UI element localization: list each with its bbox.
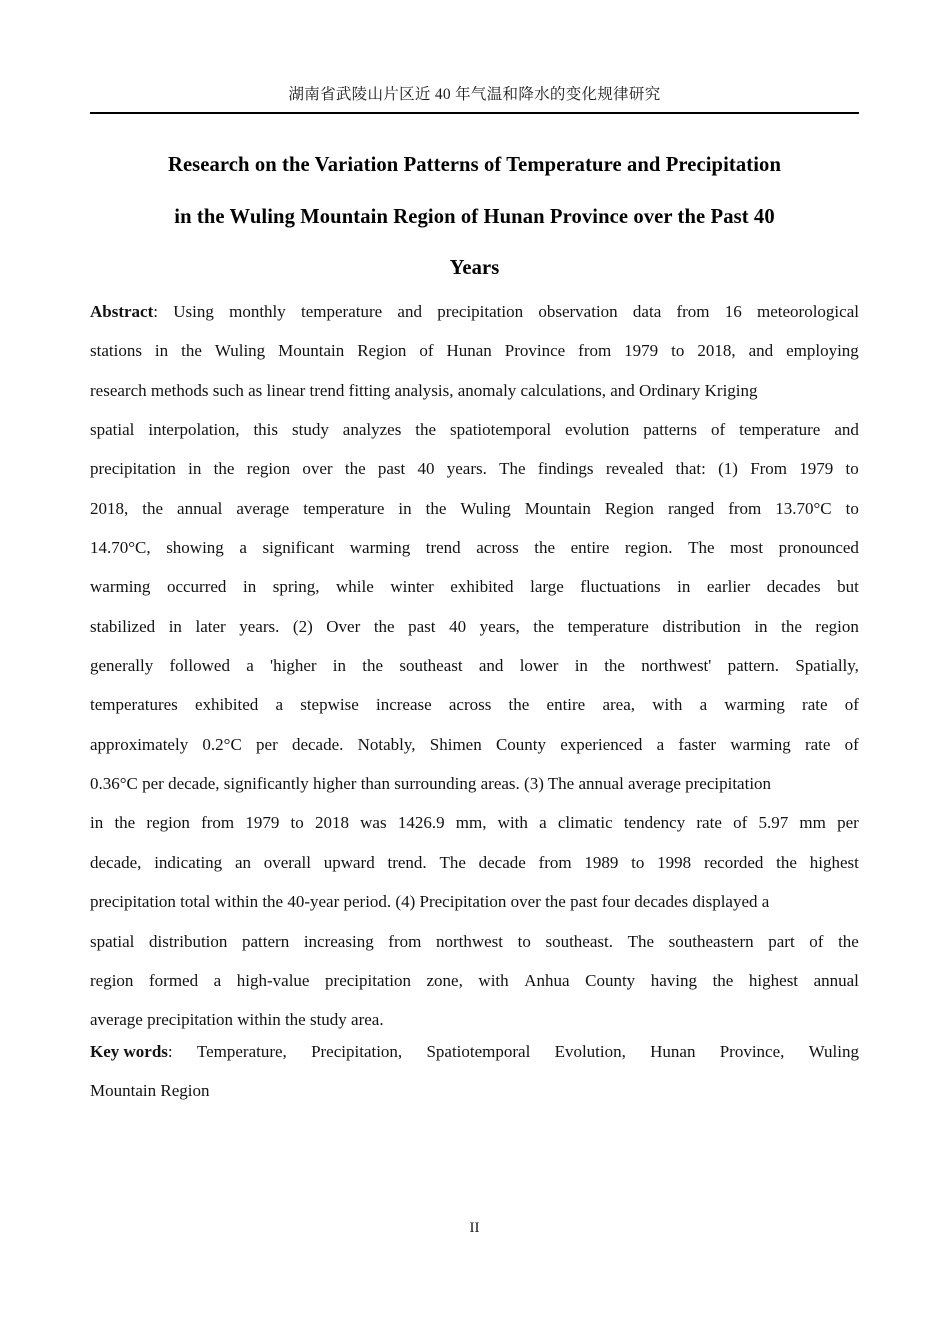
- running-head: 湖南省武陵山片区近 40 年气温和降水的变化规律研究: [288, 86, 661, 103]
- abstract-word: temperature: [739, 420, 821, 440]
- abstract-word: rate: [696, 813, 722, 833]
- abstract-word: Notably,: [357, 734, 416, 754]
- abstract-word: Using: [173, 302, 214, 321]
- abstract-word: lower: [519, 656, 559, 676]
- abstract-word: trend.: [387, 852, 427, 872]
- abstract-word: formed: [149, 970, 199, 990]
- abstract-word: over: [302, 459, 333, 479]
- abstract-word: monthly: [229, 302, 286, 321]
- abstract-word: decade: [478, 852, 526, 872]
- abstract-line: [90, 410, 859, 449]
- abstract-word: to: [845, 459, 859, 479]
- abstract-word: The: [499, 459, 526, 479]
- abstract-label-separator: :: [153, 302, 158, 321]
- abstract-word: this: [253, 420, 279, 440]
- abstract-word: evolution: [565, 420, 630, 440]
- abstract-word: earlier: [706, 577, 751, 597]
- abstract-word: the: [533, 616, 555, 636]
- abstract-line: [90, 922, 859, 961]
- abstract-word: southeast.: [545, 931, 613, 951]
- abstract-word: across: [476, 538, 519, 558]
- abstract-word: Shimen: [429, 734, 482, 754]
- keyword-item: Wuling: [808, 1042, 859, 1061]
- abstract-word: County: [585, 970, 636, 990]
- abstract-line: [90, 607, 859, 646]
- abstract-word: temperature: [303, 498, 385, 518]
- abstract-word: 40: [417, 459, 435, 479]
- abstract-word: in: [242, 577, 257, 597]
- keyword-item: Temperature,: [196, 1042, 287, 1061]
- abstract-word: a: [699, 695, 708, 715]
- abstract-word: Region: [357, 341, 407, 361]
- abstract-word: occurred: [166, 577, 227, 597]
- abstract-word: distribution: [149, 931, 228, 951]
- abstract-word: the: [142, 498, 164, 518]
- abstract-word: spring,: [272, 577, 320, 597]
- abstract-word: warming: [724, 695, 785, 715]
- abstract-word: spatiotemporal: [450, 420, 552, 440]
- abstract-word: precipitation: [325, 970, 411, 990]
- abstract-word: indicating: [154, 852, 223, 872]
- abstract-word: warming: [349, 538, 411, 558]
- abstract-word: The: [439, 852, 466, 872]
- abstract-word: From: [750, 459, 788, 479]
- abstract-word: distribution: [662, 616, 741, 636]
- abstract-word: 1979: [799, 459, 834, 479]
- abstract-word: but: [837, 577, 859, 597]
- abstract-line: 0.36°C per decade, significantly higher than surrounding areas. (3) The annual average precipitation: [90, 774, 772, 794]
- abstract-word: entire: [546, 695, 586, 715]
- abstract-word: of: [419, 341, 434, 361]
- abstract-word: showing: [166, 538, 224, 558]
- abstract-word: the: [712, 970, 734, 990]
- abstract-line: [90, 567, 859, 606]
- abstract-word: approximately: [90, 734, 189, 754]
- abstract-word: highest: [809, 852, 859, 872]
- abstract-word: experienced: [560, 734, 643, 754]
- abstract-word: in: [188, 459, 202, 479]
- abstract-word: the: [508, 695, 530, 715]
- abstract-word: and: [397, 302, 422, 321]
- abstract-word: entire: [570, 538, 610, 558]
- abstract-word: in: [332, 656, 347, 676]
- abstract-word: years.: [239, 616, 280, 636]
- abstract-word: and: [834, 420, 859, 440]
- abstract-word: (1): [718, 459, 738, 479]
- abstract-word: of: [809, 931, 824, 951]
- abstract-word: Province: [504, 341, 566, 361]
- abstract-line: average precipitation within the study area.: [90, 1010, 384, 1030]
- abstract-word: patterns: [643, 420, 698, 440]
- abstract-word: the: [415, 420, 437, 440]
- abstract-word: in: [154, 341, 169, 361]
- abstract-word: having: [650, 970, 698, 990]
- abstract-word: overall: [263, 852, 311, 872]
- abstract-word: past: [377, 459, 406, 479]
- abstract-word: exhibited: [195, 695, 259, 715]
- abstract-word: to: [631, 852, 645, 872]
- abstract-word: southeastern: [668, 931, 754, 951]
- abstract-word: temperature: [567, 616, 649, 636]
- keywords-label: [90, 1032, 173, 1071]
- abstract-word: 1998: [657, 852, 692, 872]
- abstract-word: from: [578, 341, 612, 361]
- abstract-word: area,: [602, 695, 635, 715]
- abstract-word: the: [362, 656, 384, 676]
- abstract-word: the: [781, 616, 802, 636]
- abstract-word: observation: [538, 302, 618, 321]
- abstract-word: study: [291, 420, 329, 440]
- abstract-word: 13.70°C: [775, 498, 832, 518]
- abstract-word: analyzes: [342, 420, 402, 440]
- abstract-word: exhibited: [450, 577, 514, 597]
- abstract-line: [90, 292, 859, 331]
- abstract-word: region: [815, 616, 859, 636]
- abstract-line: [90, 803, 859, 842]
- abstract-word: per: [837, 813, 859, 833]
- abstract-word: increasing: [303, 931, 374, 951]
- abstract-word: faster: [678, 734, 717, 754]
- keyword-item: Province,: [719, 1042, 785, 1061]
- abstract-word: in: [754, 616, 768, 636]
- abstract-word: per: [256, 734, 278, 754]
- abstract-word: trend: [425, 538, 461, 558]
- abstract-line: research methods such as linear trend fitting analysis, anomaly calculations, and Ordinary Kriging: [90, 380, 758, 400]
- abstract-word: part: [768, 931, 795, 951]
- abstract-word: Mountain: [278, 341, 345, 361]
- abstract-word: fluctuations: [580, 577, 661, 597]
- abstract-word: increase: [375, 695, 432, 715]
- abstract-word: a: [213, 970, 222, 990]
- abstract-word: pattern: [242, 931, 290, 951]
- abstract-word: to: [671, 341, 685, 361]
- abstract-line: [90, 725, 859, 764]
- abstract-word: rate: [802, 695, 828, 715]
- abstract-word: past: [408, 616, 436, 636]
- abstract-word: employing: [786, 341, 859, 361]
- abstract-word: to: [517, 931, 531, 951]
- abstract-word: decades: [766, 577, 821, 597]
- abstract-word: 'higher: [270, 656, 317, 676]
- keyword-item: Hunan: [650, 1042, 696, 1061]
- abstract-word: stabilized: [90, 616, 156, 636]
- abstract-word: mm: [799, 813, 826, 833]
- abstract-word: temperature: [301, 302, 383, 321]
- abstract-word: 16: [724, 302, 742, 321]
- abstract-word: 1989: [584, 852, 619, 872]
- abstract-word: Wuling: [460, 498, 511, 518]
- abstract-word: zone,: [426, 970, 463, 990]
- abstract-word: a: [539, 813, 547, 833]
- abstract-word: the: [604, 656, 625, 676]
- abstract-word: the: [373, 616, 395, 636]
- abstract-word: revealed: [605, 459, 664, 479]
- abstract-word: from: [538, 852, 572, 872]
- abstract-word: high-value: [236, 970, 310, 990]
- abstract-line: precipitation total within the 40-year period. (4) Precipitation over the past four decades displayed a: [90, 892, 770, 912]
- abstract-word: interpolation,: [148, 420, 240, 440]
- abstract-word: a: [239, 538, 247, 558]
- abstract-line: [90, 685, 859, 724]
- keywords-line: [90, 1032, 859, 1071]
- abstract-word: highest: [748, 970, 799, 990]
- page-number: II: [469, 1220, 480, 1236]
- abstract-word: Spatially,: [795, 656, 859, 676]
- abstract-word: of: [844, 734, 859, 754]
- abstract-line: [90, 489, 859, 528]
- abstract-label-text: Abstract: [90, 302, 154, 321]
- keywords-label-separator: :: [167, 1042, 173, 1061]
- header-rule-divider: [90, 112, 859, 114]
- abstract-word: findings: [537, 459, 594, 479]
- abstract-word: region: [246, 459, 291, 479]
- abstract-word: Mountain: [524, 498, 591, 518]
- abstract-word: Region: [604, 498, 654, 518]
- abstract-word: an: [234, 852, 251, 872]
- abstract-word: tendency: [623, 813, 686, 833]
- abstract-word: the: [181, 341, 202, 361]
- abstract-word: precipitation: [437, 302, 524, 321]
- abstract-word: 1426.9: [397, 813, 445, 833]
- keyword-item: Precipitation,: [311, 1042, 403, 1061]
- abstract-label: [90, 292, 158, 331]
- abstract-word: decade,: [90, 852, 142, 872]
- abstract-word: with: [497, 813, 528, 833]
- abstract-word: data: [632, 302, 662, 321]
- abstract-word: average: [236, 498, 290, 518]
- abstract-word: 40: [449, 616, 467, 636]
- abstract-word: from: [676, 302, 710, 321]
- abstract-line: [90, 331, 859, 370]
- abstract-word: followed: [169, 656, 230, 676]
- abstract-word: Anhua: [524, 970, 570, 990]
- keywords-section: [90, 1032, 859, 1111]
- keywords-line: Mountain Region: [90, 1081, 210, 1101]
- abstract-word: stepwise: [300, 695, 359, 715]
- abstract-line: [90, 646, 859, 685]
- abstract-word: Hunan: [446, 341, 492, 361]
- title-line-1: Research on the Variation Patterns of Temperature and Precipitation: [167, 153, 782, 176]
- abstract-word: ranged: [667, 498, 715, 518]
- abstract-word: stations: [90, 341, 142, 361]
- page-content-frame: [90, 0, 859, 1344]
- abstract-word: pronounced: [778, 538, 859, 558]
- abstract-word: meteorological: [757, 302, 859, 321]
- abstract-word: upward: [323, 852, 375, 872]
- abstract-word: 14.70°C,: [90, 538, 151, 558]
- abstract-word: decade.: [291, 734, 344, 754]
- page-title: [90, 140, 859, 295]
- abstract-word: winter: [390, 577, 434, 597]
- abstract-word: 2018,: [697, 341, 736, 361]
- abstract-word: the: [425, 498, 447, 518]
- abstract-word: from: [201, 813, 235, 833]
- abstract-word: significant: [262, 538, 335, 558]
- abstract-word: of: [844, 695, 859, 715]
- abstract-word: 1979: [245, 813, 280, 833]
- abstract-word: years,: [479, 616, 520, 636]
- abstract-word: of: [711, 420, 726, 440]
- abstract-word: northwest: [435, 931, 503, 951]
- abstract-word: from: [388, 931, 422, 951]
- abstract-word: and: [748, 341, 774, 361]
- abstract-word: a: [275, 695, 284, 715]
- abstract-word: climatic: [557, 813, 613, 833]
- abstract-section: [90, 292, 859, 1040]
- abstract-word: of: [733, 813, 748, 833]
- abstract-word: 2018: [314, 813, 349, 833]
- abstract-word: region: [146, 813, 190, 833]
- abstract-word: 2018,: [90, 498, 129, 518]
- abstract-word: County: [495, 734, 546, 754]
- abstract-word: later: [195, 616, 226, 636]
- abstract-word: annual: [177, 498, 223, 518]
- abstract-word: mm,: [455, 813, 487, 833]
- abstract-word: Wuling: [214, 341, 266, 361]
- abstract-word: spatial: [90, 931, 135, 951]
- abstract-word: The: [627, 931, 655, 951]
- abstract-word: to: [845, 498, 859, 518]
- abstract-word: in: [398, 498, 412, 518]
- abstract-line: [90, 528, 859, 567]
- abstract-word: northwest': [641, 656, 712, 676]
- abstract-word: the: [534, 538, 556, 558]
- abstract-word: in: [574, 656, 588, 676]
- abstract-word: region: [90, 970, 134, 990]
- abstract-word: the: [114, 813, 136, 833]
- abstract-word: 1979: [624, 341, 659, 361]
- abstract-word: a: [246, 656, 254, 676]
- abstract-word: years.: [446, 459, 487, 479]
- abstract-word: generally: [90, 656, 154, 676]
- abstract-word: warming: [730, 734, 791, 754]
- abstract-word: across: [448, 695, 492, 715]
- abstract-word: the: [344, 459, 366, 479]
- keyword-item: Evolution,: [554, 1042, 626, 1061]
- abstract-word: the: [213, 459, 235, 479]
- abstract-word: most: [730, 538, 764, 558]
- abstract-word: Over: [326, 616, 361, 636]
- abstract-word: rate: [804, 734, 831, 754]
- abstract-word: a: [656, 734, 665, 754]
- abstract-word: that:: [675, 459, 706, 479]
- abstract-word: while: [336, 577, 374, 597]
- abstract-word: the: [776, 852, 797, 872]
- title-line-2: in the Wuling Mountain Region of Hunan Province over the Past 40: [174, 205, 775, 228]
- abstract-word: annual: [813, 970, 859, 990]
- abstract-word: region.: [624, 538, 673, 558]
- abstract-word: large: [530, 577, 564, 597]
- abstract-line: [90, 843, 859, 882]
- abstract-word: in: [168, 616, 182, 636]
- abstract-word: with: [652, 695, 683, 715]
- abstract-word: 0.2°C: [202, 734, 242, 754]
- abstract-word: to: [290, 813, 304, 833]
- abstract-word: The: [688, 538, 715, 558]
- abstract-word: precipitation: [90, 459, 176, 479]
- abstract-word: and: [478, 656, 504, 676]
- abstract-word: temperatures: [90, 695, 178, 715]
- abstract-word: recorded: [703, 852, 764, 872]
- abstract-line: [90, 449, 859, 488]
- abstract-word: warming: [90, 577, 151, 597]
- abstract-word: 5.97: [758, 813, 789, 833]
- abstract-word: was: [360, 813, 387, 833]
- abstract-word: southeast: [399, 656, 463, 676]
- keywords-label-text: Key words: [90, 1042, 168, 1061]
- abstract-word: in: [90, 813, 104, 833]
- abstract-word: in: [677, 577, 691, 597]
- abstract-line: [90, 961, 859, 1000]
- title-line-3: Years: [449, 257, 500, 280]
- abstract-word: with: [478, 970, 509, 990]
- keyword-item: Spatiotemporal: [426, 1042, 531, 1061]
- abstract-word: from: [728, 498, 762, 518]
- abstract-word: (2): [292, 616, 313, 636]
- abstract-word: pattern.: [727, 656, 780, 676]
- abstract-word: the: [838, 931, 859, 951]
- abstract-word: spatial: [90, 420, 135, 440]
